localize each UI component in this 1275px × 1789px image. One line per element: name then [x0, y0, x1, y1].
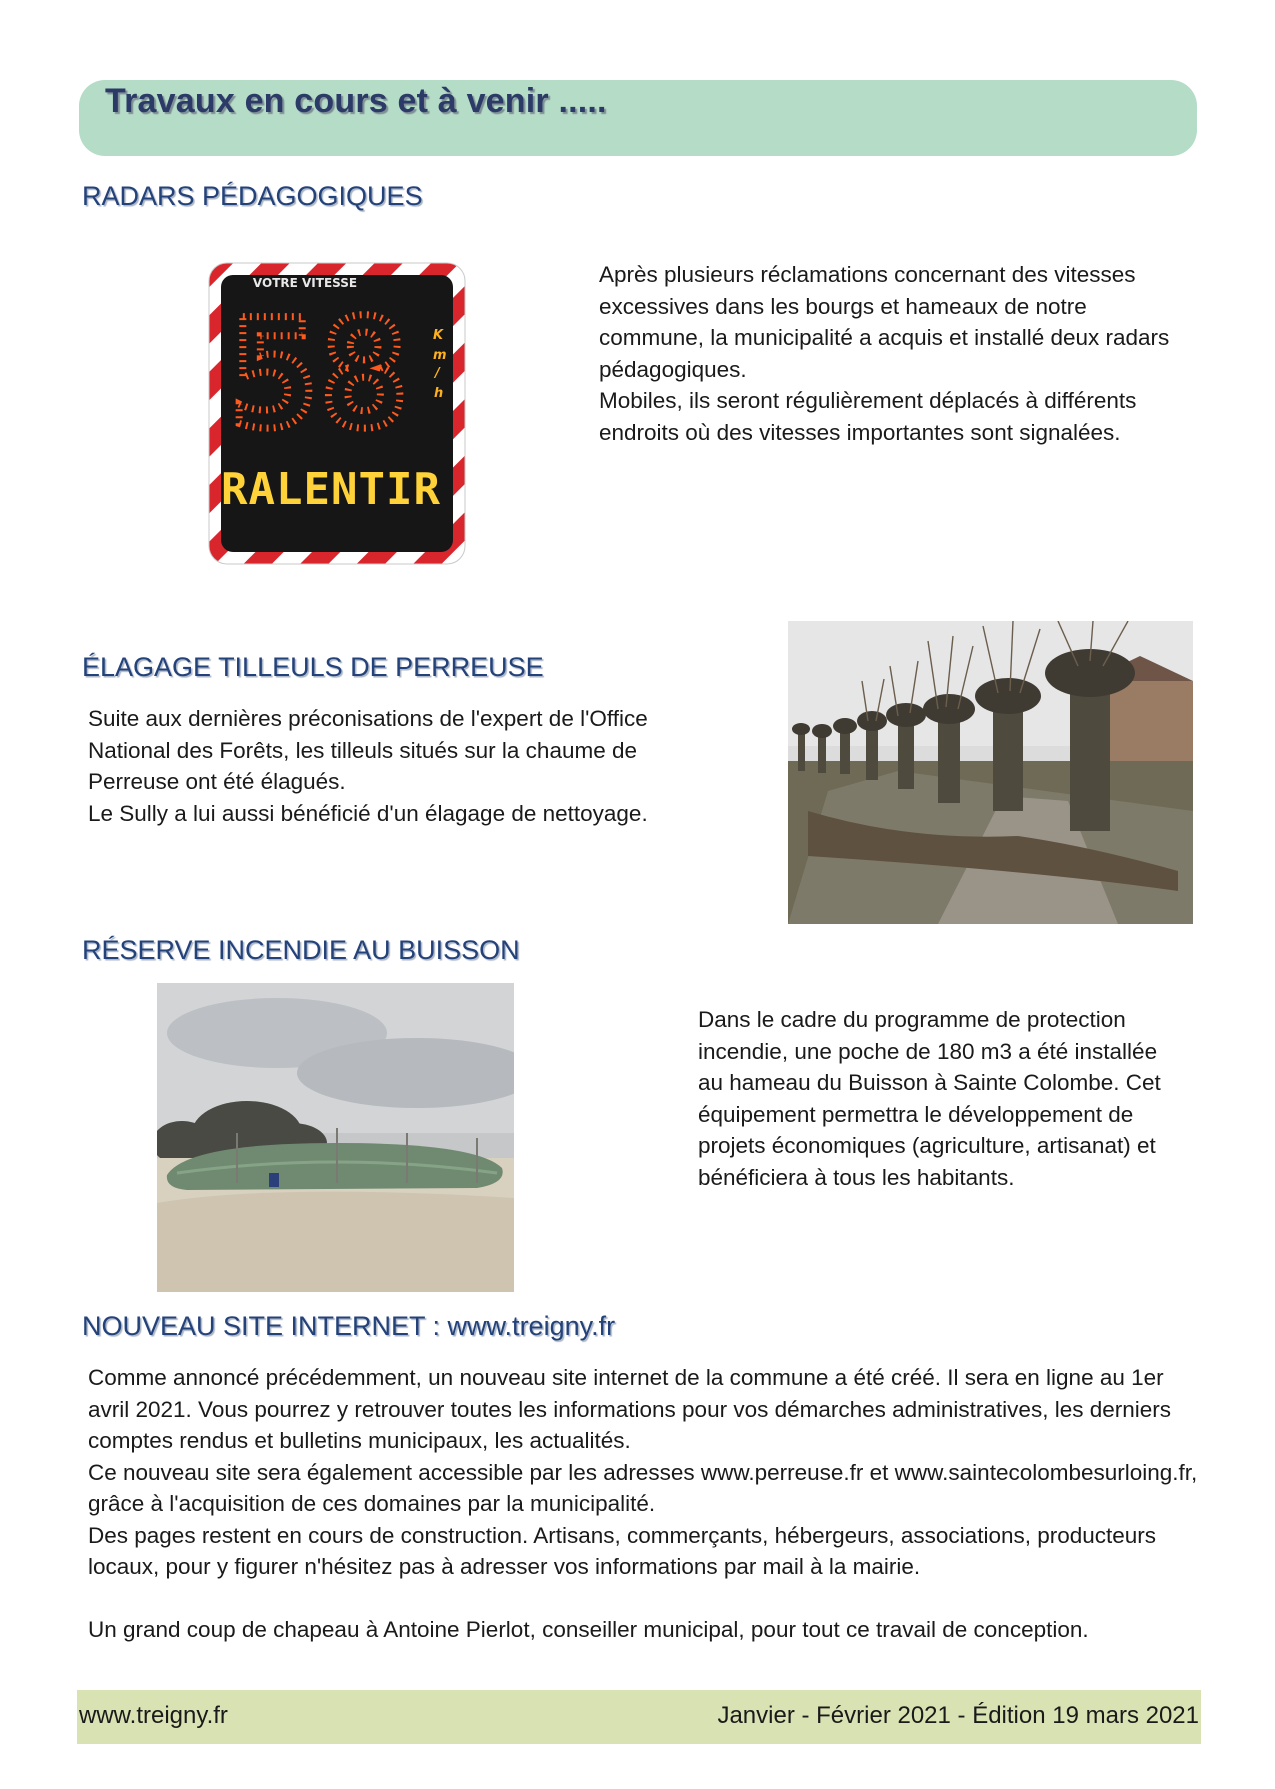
radars-paragraph: Mobiles, ils seront régulièrement déplacés à différents endroits où des vitesses importantes sont signalées. — [599, 388, 1137, 445]
radar-speed-digits: 58 — [228, 288, 410, 462]
elagage-paragraph: Suite aux dernières préconisations de l'expert de l'Office National des Forêts, les tilleuls situés sur la chaume de Perreuse ont été élagués. — [88, 706, 648, 794]
footer-edition: Janvier - Février 2021 - Édition 19 mars 2021 — [717, 1702, 1199, 1729]
footer-website: www.treigny.fr — [79, 1702, 228, 1729]
site-paragraph: Un grand coup de chapeau à Antoine Pierlot, conseiller municipal, pour tout ce travail de conception. — [88, 1616, 1089, 1642]
page-title: Travaux en cours et à venir ..... — [105, 82, 607, 120]
svg-text:m: m — [433, 348, 447, 363]
svg-text:/: / — [435, 366, 440, 381]
page-footer — [77, 1690, 1201, 1744]
radars-paragraph: Après plusieurs réclamations concernant des vitesses excessives dans les bourgs et hameaux de notre commune, la municipalité a acquis et installé deux radars pédagogiques. — [599, 262, 1170, 382]
elagage-text — [88, 703, 648, 829]
radars-text — [599, 259, 1189, 448]
section-title-radars: RADARS PÉDAGOGIQUES — [82, 181, 423, 211]
lime-trees-photo — [788, 621, 1193, 924]
reserve-paragraph: Dans le cadre du programme de protection incendie, une poche de 180 m3 a été installée au hameau du Buisson à Sainte Colombe. Cet équipement permettra le développement de projets économiques (agriculture, artisanat) et bénéficiera à tous les habitants. — [698, 1007, 1161, 1190]
reserve-text — [698, 1004, 1188, 1193]
elagage-paragraph: Le Sully a lui aussi bénéficié d'un élagage de nettoyage. — [88, 800, 648, 826]
site-paragraph: Des pages restent en cours de construction. Artisans, commerçants, hébergeurs, associations, producteurs locaux, pour y figurer n'hésitez pas à adresser vos informations par mail à la mairie. — [88, 1522, 1157, 1579]
radar-header-text: VOTRE VITESSE — [252, 276, 358, 290]
page-banner — [79, 80, 1197, 156]
site-paragraph: Ce nouveau site sera également accessible par les adresses www.perreuse.fr et www.saintecolombesurloing.fr, grâce à l'acquisition de ces domaines par la municipalité. — [88, 1459, 1198, 1516]
section-title-reserve: RÉSERVE INCENDIE AU BUISSON — [82, 935, 520, 965]
radar-sign-image — [207, 261, 467, 566]
svg-text:h: h — [434, 386, 444, 401]
section-title-site: NOUVEAU SITE INTERNET : www.treigny.fr — [82, 1311, 616, 1341]
fire-reserve-photo — [157, 983, 514, 1292]
site-paragraph: Comme annoncé précédemment, un nouveau site internet de la commune a été créé. Il sera en ligne au 1er avril 2021. Vous pourrez y retrouver toutes les informations pour vos démarches administratives, les derniers comptes rendus et bulletins municipaux, les actualités. — [88, 1365, 1171, 1453]
section-title-elagage: ÉLAGAGE TILLEULS DE PERREUSE — [82, 652, 544, 682]
svg-text:K: K — [433, 328, 444, 343]
radar-message-text: RALENTIR — [221, 464, 441, 515]
site-text — [88, 1362, 1198, 1645]
